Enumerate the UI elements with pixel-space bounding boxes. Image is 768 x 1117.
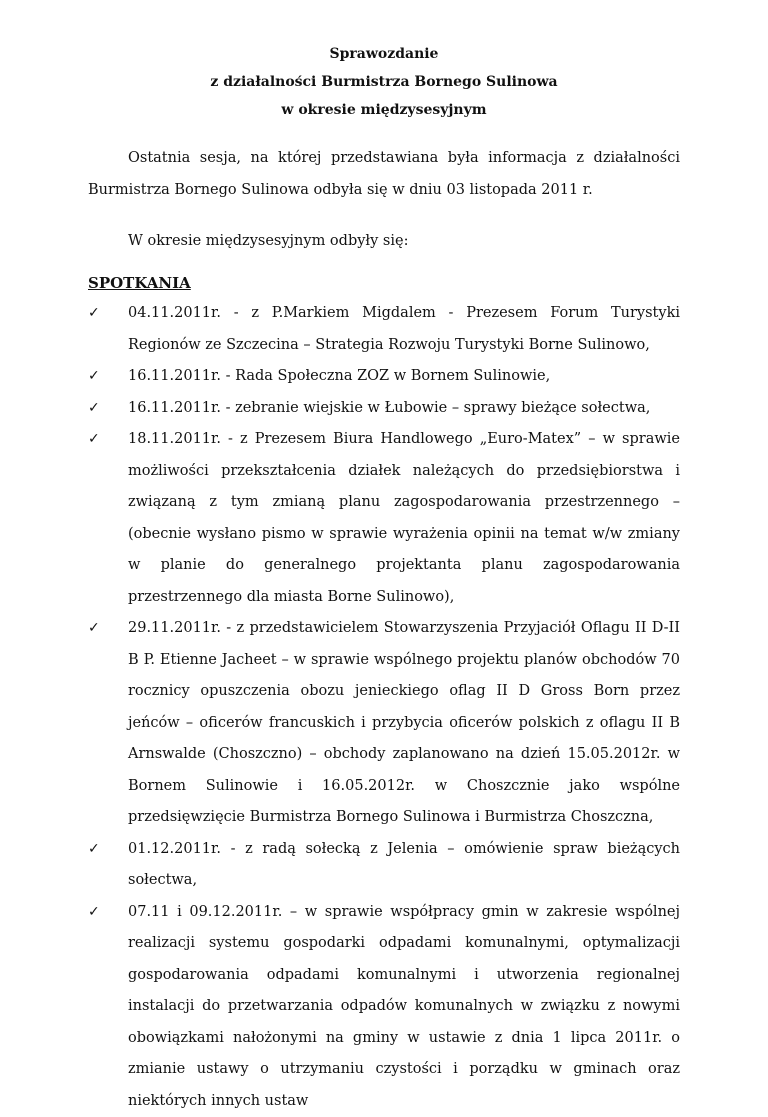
title-line-3: w okresie międzysesyjnym [0, 96, 768, 124]
meeting-text: 04.11.2011r. - z P.Markiem Migdalem - Prezesem Forum Turystyki Regionów ze Szczecina – Strategia Rozwoju Turystyki Borne Sulinowo, [128, 305, 680, 353]
list-item [88, 393, 680, 425]
period-note: W okresie międzysesyjnym odbyły się: [128, 226, 408, 256]
check-icon: ✓ [88, 298, 104, 330]
meeting-text: 29.11.2011r. - z przedstawicielem Stowarzyszenia Przyjaciół Oflagu II D-II B P. Etienne Jacheet – w sprawie wspólnego projektu planów obchodów 70 rocznicy opuszczenia obozu jenieckiego oflag II D Gross Born przez jeńców – oficerów francuskich i przybycia oficerów polskich z oflagu II B Arnswalde (Choszczno) – obchody zaplanowano na dzień 15.05.2012r. w Bornem Sulinowie i 16.05.2012r. w Choszcznie jako wspólne przedsięwzięcie Burmistrza Bornego Sulinowa i Burmistrza Choszczna, [128, 620, 680, 825]
check-icon: ✓ [88, 897, 104, 929]
check-icon: ✓ [88, 613, 104, 645]
section-heading-meetings: SPOTKANIA [88, 268, 191, 298]
list-item [88, 298, 680, 361]
list-item [88, 613, 680, 834]
meeting-text: 18.11.2011r. - z Prezesem Biura Handlowego „Euro-Matex” – w sprawie możliwości przekształcenia działek należących do przedsiębiorstwa i związaną z tym zmianą planu zagospodarowania przestrzennego – (obecnie wysłano pismo w sprawie wyrażenia opinii na temat w/w zmiany w planie do generalnego projektanta planu zagospodarowania przestrzennego dla miasta Borne Sulinowo), [128, 431, 680, 605]
list-item [88, 897, 680, 1117]
title-line-1: Sprawozdanie [0, 40, 768, 68]
check-icon: ✓ [88, 424, 104, 456]
meetings-list [88, 298, 680, 1117]
check-icon: ✓ [88, 393, 104, 425]
check-icon: ✓ [88, 834, 104, 866]
check-icon: ✓ [88, 361, 104, 393]
list-item [88, 361, 680, 393]
meeting-text: 07.11 i 09.12.2011r. – w sprawie współpracy gmin w zakresie wspólnej realizacji systemu gospodarki odpadami komunalnymi, optymalizacji gospodarowania odpadami komunalnymi i utworzenia regionalnej instalacji do przetwarzania odpadów komunalnych w związku z nowymi obowiązkami nałożonymi na gminy w ustawie z dnia 1 lipca 2011r. o zmianie ustawy o utrzymaniu czystości i porządku w gminach oraz niektórych innych ustaw [128, 904, 680, 1109]
list-item [88, 834, 680, 897]
title-line-2: z działalności Burmistrza Bornego Sulinowa [0, 68, 768, 96]
meeting-text: 16.11.2011r. - zebranie wiejskie w Łubowie – sprawy bieżące sołectwa, [128, 400, 650, 416]
document-title [0, 40, 768, 124]
intro-paragraph: Ostatnia sesja, na której przedstawiana była informacja z działalności Burmistrza Bornego Sulinowa odbyła się w dniu 03 listopada 2011 r. [88, 142, 680, 206]
meeting-text: 16.11.2011r. - Rada Społeczna ZOZ w Bornem Sulinowie, [128, 368, 550, 384]
list-item [88, 424, 680, 613]
meeting-text: 01.12.2011r. - z radą sołecką z Jelenia – omówienie spraw bieżących sołectwa, [128, 841, 680, 889]
